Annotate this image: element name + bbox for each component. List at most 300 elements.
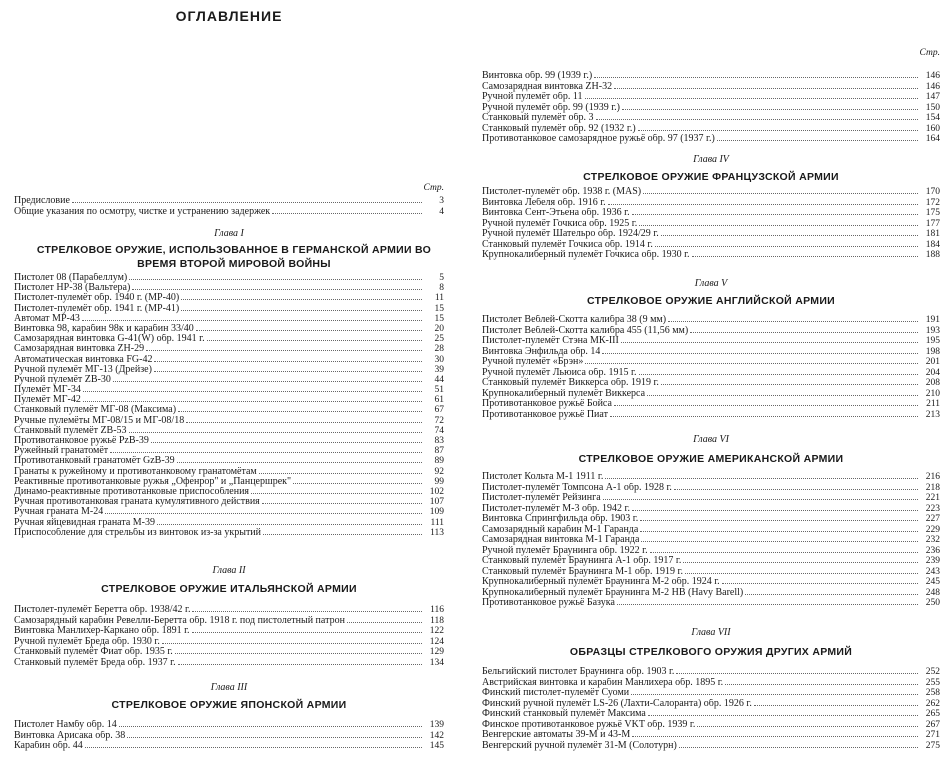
dot-leader — [83, 394, 422, 402]
dot-leader — [632, 207, 918, 215]
toc-entry-title: Самозарядная винтовка G-41(W) обр. 1941 г. — [14, 334, 205, 345]
dot-leader — [602, 346, 918, 354]
toc-entry — [14, 425, 444, 435]
dot-leader — [745, 587, 918, 595]
toc-entry-page: 83 — [434, 436, 444, 446]
toc-entry-title: Противотанковое самозарядное ружьё обр. 97 (1937 г.) — [482, 134, 715, 144]
toc-entry — [482, 70, 940, 81]
toc-entry-page: 227 — [925, 514, 940, 524]
chapter-6-entries — [482, 471, 940, 608]
dot-leader — [638, 123, 918, 131]
dot-leader — [181, 303, 422, 311]
toc-entry — [482, 471, 940, 482]
dot-leader — [154, 354, 422, 362]
toc-entry-title: Ручная яйцевидная граната М-39 — [14, 517, 155, 528]
dot-leader — [648, 708, 918, 716]
dot-leader — [631, 687, 918, 695]
dot-leader — [154, 364, 422, 372]
toc-entry-page: 51 — [434, 385, 444, 396]
toc-entry-page: 30 — [434, 354, 444, 365]
dot-leader — [347, 615, 422, 623]
toc-entry-title: Пистолет Веблей-Скотта калибра 455 (11,56 мм) — [482, 325, 689, 336]
toc-entry — [14, 364, 444, 374]
toc-entry-title: Пистолет-пулемёт Беретта обр. 1938/42 г. — [14, 605, 191, 615]
toc-entry-page: 25 — [434, 334, 444, 345]
toc-entry — [14, 636, 444, 647]
toc-entry-title: Станковый пулемёт Виккерса обр. 1919 г. — [482, 378, 659, 388]
toc-entry-title: Ручной пулемёт Шательро обр. 1924/29 г. — [482, 229, 659, 239]
chapter-7-label: Глава VII — [691, 627, 731, 638]
toc-entry-page: 111 — [430, 517, 444, 528]
toc-entry-title: Станковый пулемёт Браунинга М-1 обр. 1919 г. — [482, 566, 683, 577]
dot-leader — [632, 503, 918, 511]
toc-entry-title: Противотанковое ружьё PzB-39 — [14, 436, 149, 446]
chapter-3-label: Глава III — [210, 682, 248, 693]
toc-entry-title: Станковый пулемёт Браунинга А-1 обр. 1917 г. — [482, 556, 682, 566]
toc-entry-title: Ручной пулемёт ZB-30 — [14, 374, 111, 385]
chapter-1-title: СТРЕЛКОВОЕ ОРУЖИЕ, ИСПОЛЬЗОВАННОЕ В ГЕРМАНСКОЙ АРМИИ ВО ВРЕМЯ ВТОРОЙ МИРОВОЙ ВОЙНЫ — [36, 244, 432, 270]
toc-entry-page: 113 — [430, 527, 444, 538]
toc-entry-title: Станковый пулемёт обр. 3 — [482, 113, 594, 123]
toc-entry-page: 160 — [925, 123, 940, 134]
toc-entry — [14, 374, 444, 384]
toc-entry — [482, 719, 940, 730]
toc-entry-title: Карабин обр. 44 — [14, 741, 83, 751]
dot-leader — [596, 112, 918, 120]
toc-entry — [482, 239, 940, 250]
dot-leader — [192, 604, 422, 612]
toc-entry — [482, 197, 940, 208]
dot-leader — [178, 657, 422, 665]
toc-entry — [482, 398, 940, 409]
toc-entry — [14, 625, 444, 636]
dot-leader — [151, 435, 422, 443]
dot-leader — [186, 415, 422, 423]
toc-entry-title: Винтовка Арисака обр. 38 — [14, 730, 126, 741]
toc-entry-page: 15 — [434, 313, 444, 324]
toc-entry-title: Общие указания по осмотру, чистке и устранению задержек — [14, 206, 271, 217]
chapter-2-title: СТРЕЛКОВОЕ ОРУЖИЕ ИТАЛЬЯНСКОЙ АРМИИ — [101, 583, 357, 595]
dot-leader — [83, 384, 422, 392]
dot-leader — [641, 534, 918, 542]
toc-entry-title: Ручной пулемёт обр. 11 — [482, 92, 583, 102]
toc-entry-page: 74 — [434, 425, 444, 436]
toc-entry-page: 236 — [925, 545, 940, 556]
toc-entry-page: 122 — [429, 626, 444, 636]
dot-leader — [72, 195, 422, 203]
toc-entry-page: 142 — [429, 730, 444, 741]
dot-leader — [162, 636, 422, 644]
toc-entry — [482, 492, 940, 503]
dot-leader — [605, 471, 918, 479]
toc-entry-page: 248 — [925, 587, 940, 598]
toc-entry-title: Пистолет-пулемёт обр. 1940 г. (МР-40) — [14, 293, 180, 304]
toc-entry-page: 146 — [925, 81, 940, 92]
dot-leader — [196, 323, 422, 331]
chapter-3-title: СТРЕЛКОВОЕ ОРУЖИЕ ЯПОНСКОЙ АРМИИ — [111, 699, 347, 711]
dot-leader — [610, 409, 918, 417]
dot-leader — [192, 625, 422, 633]
toc-title: ОГЛАВЛЕНИЕ — [175, 8, 283, 24]
toc-entry-page: 208 — [925, 378, 940, 388]
toc-entry — [14, 445, 444, 455]
toc-entry — [14, 466, 444, 476]
toc-entry-page: 250 — [925, 598, 940, 608]
toc-entry — [482, 534, 940, 545]
toc-entry-title: Ружейный гранатомёт — [14, 446, 109, 457]
toc-entry-page: 258 — [925, 688, 940, 698]
toc-entry — [482, 388, 940, 399]
toc-entry-title: Ручной пулемёт Гочкиса обр. 1925 г. — [482, 218, 638, 229]
chapter-5-label: Глава V — [694, 278, 728, 289]
toc-entry — [482, 545, 940, 556]
toc-entry — [482, 503, 940, 514]
toc-entry-title: Самозарядная винтовка ZH-29 — [14, 344, 145, 355]
toc-entry-title: Винтовка Сент-Этьена обр. 1936 г. — [482, 208, 630, 218]
dot-leader — [259, 466, 422, 474]
dot-leader — [632, 729, 918, 737]
dot-leader — [585, 356, 918, 364]
toc-entry-page: 11 — [434, 293, 444, 304]
chapter-4-title: СТРЕЛКОВОЕ ОРУЖИЕ ФРАНЦУЗСКОЙ АРМИИ — [583, 171, 839, 183]
dot-leader — [679, 740, 918, 748]
dot-leader — [643, 186, 918, 194]
dot-leader — [717, 133, 918, 141]
toc-entry-page: 262 — [925, 698, 940, 709]
toc-entry — [482, 698, 940, 709]
toc-entry — [482, 325, 940, 336]
toc-entry-page: 107 — [429, 497, 444, 508]
toc-entry — [14, 615, 444, 626]
dot-leader — [146, 343, 422, 351]
toc-entry-page: 213 — [925, 409, 940, 420]
toc-entry-title: Винтовка Манлихер-Каркано обр. 1891 г. — [14, 626, 190, 636]
dot-leader — [110, 445, 422, 453]
dot-leader — [608, 197, 918, 205]
toc-entry-title: Ручная противотанковая граната кумулятивного действия — [14, 497, 260, 508]
toc-entry-title: Винтовка 98, карабин 98к и карабин 33/40 — [14, 323, 194, 334]
toc-entry-title: Бельгийский пистолет Браунинга обр. 1903 г. — [482, 667, 675, 677]
toc-entry — [14, 455, 444, 465]
toc-entry-page: 28 — [434, 344, 444, 355]
toc-entry-title: Пистолет-пулемёт обр. 1938 г. (MAS) — [482, 187, 642, 197]
toc-entry-title: Ручной пулемёт обр. 99 (1939 г.) — [482, 102, 620, 113]
dot-leader — [640, 524, 918, 532]
toc-entry — [14, 517, 444, 527]
toc-entry-page: 3 — [439, 196, 444, 206]
toc-entry-title: Ручной пулемёт МГ-13 (Дрейзе) — [14, 364, 152, 375]
toc-entry — [14, 333, 444, 343]
toc-entry-title: Реактивные противотанковые ружья „Офенрор" и „Панцершрек" — [14, 476, 292, 487]
toc-entry — [482, 555, 940, 566]
dot-leader — [113, 374, 422, 382]
toc-entry-page: 211 — [926, 399, 940, 409]
toc-entry — [14, 206, 444, 217]
toc-entry-title: Ручной пулемёт Льюиса обр. 1915 г. — [482, 367, 637, 378]
dot-leader — [129, 425, 422, 433]
toc-entry — [482, 186, 940, 197]
toc-entry-title: Динамо-реактивные противотанковые приспособления — [14, 486, 250, 497]
toc-entry-title: Крупнокалиберный пулемёт Браунинга М-2 НВ (Havy Barell) — [482, 587, 744, 598]
toc-entry-page: 61 — [434, 395, 444, 406]
toc-entry-title: Пистолет НР-38 (Вальтера) — [14, 283, 131, 294]
dot-leader — [622, 102, 918, 110]
dot-leader — [661, 228, 918, 236]
toc-entry-title: Ручной пулемёт Браунинга обр. 1922 г. — [482, 545, 648, 556]
dot-leader — [207, 333, 422, 341]
toc-entry — [482, 249, 940, 260]
toc-entry-title: Ручной пулемёт «Брэн» — [482, 357, 584, 367]
toc-entry-page: 134 — [429, 657, 444, 668]
dot-leader — [251, 486, 422, 494]
toc-entry-page: 139 — [429, 720, 444, 730]
toc-entry-title: Винтовка обр. 99 (1939 г.) — [482, 71, 593, 81]
toc-entry-page: 252 — [925, 667, 940, 677]
toc-entry — [482, 367, 940, 378]
toc-entry — [482, 666, 940, 677]
toc-entry-title: Финское противотанковое ружьё VKT обр. 1939 г. — [482, 719, 696, 730]
dot-leader — [674, 482, 918, 490]
toc-entry-page: 154 — [925, 113, 940, 123]
toc-entry-page: 243 — [925, 566, 940, 577]
toc-entry-title: Пистолет-пулемёт М-3 обр. 1942 г. — [482, 503, 631, 514]
dot-leader — [263, 527, 422, 535]
toc-entry — [482, 91, 940, 102]
dot-leader — [127, 730, 422, 738]
toc-entry-page: 229 — [925, 524, 940, 535]
toc-entry — [14, 506, 444, 516]
dot-leader — [585, 91, 919, 99]
intro-list — [14, 195, 444, 216]
toc-entry — [482, 112, 940, 123]
toc-entry — [482, 228, 940, 239]
toc-entry — [482, 102, 940, 113]
dot-leader — [661, 377, 918, 385]
toc-entry-title: Винтовка Энфильда обр. 14 — [482, 346, 601, 357]
toc-entry-title: Пистолет-пулемёт Стэна МК-III — [482, 336, 619, 346]
toc-entry — [14, 657, 444, 668]
dot-leader — [105, 506, 422, 514]
toc-entry — [14, 730, 444, 741]
toc-entry-page: 275 — [925, 740, 940, 751]
toc-entry — [482, 207, 940, 218]
toc-entry-page: 124 — [429, 636, 444, 647]
toc-entry — [14, 323, 444, 333]
toc-entry — [482, 513, 940, 524]
toc-entry — [482, 597, 940, 608]
toc-entry — [482, 576, 940, 587]
toc-entry-title: Крупнокалиберный пулемёт Виккерса — [482, 388, 646, 399]
toc-entry-page: 191 — [925, 315, 940, 325]
toc-entry-title: Венгерские автоматы 39-М и 43-М — [482, 730, 631, 740]
dot-leader — [668, 314, 918, 322]
toc-entry — [482, 123, 940, 134]
toc-entry-title: Венгерский ручной пулемёт 31-М (Солотурн) — [482, 740, 677, 751]
toc-column-left — [14, 0, 444, 758]
chapter-3-entries-part1 — [14, 719, 444, 751]
page-column-header-right: Стр. — [919, 48, 940, 58]
dot-leader — [690, 325, 918, 333]
toc-entry — [14, 646, 444, 657]
toc-entry — [14, 740, 444, 751]
toc-entry-title: Противотанковое ружьё Базука — [482, 598, 615, 608]
toc-entry — [482, 587, 940, 598]
dot-leader — [262, 496, 422, 504]
dot-leader — [614, 81, 918, 89]
toc-entry-page: 147 — [925, 92, 940, 102]
dot-leader — [272, 206, 422, 214]
toc-entry-page: 102 — [429, 486, 444, 497]
dot-leader — [639, 218, 918, 226]
page-column-header: Стр. — [423, 183, 444, 193]
toc-entry-page: 87 — [434, 446, 444, 457]
toc-entry-title: Автоматическая винтовка FG-42 — [14, 354, 153, 365]
chapter-6-title: СТРЕЛКОВОЕ ОРУЖИЕ АМЕРИКАНСКОЙ АРМИИ — [578, 453, 844, 465]
dot-leader — [594, 70, 918, 78]
toc-entry-title: Австрийская винтовка и карабин Манлихера обр. 1895 г. — [482, 677, 724, 688]
toc-entry-title: Пистолет-пулемёт Рейзинга — [482, 493, 601, 503]
toc-entry — [14, 272, 444, 282]
dot-leader — [650, 545, 918, 553]
toc-entry-page: 145 — [429, 741, 444, 751]
toc-entry — [14, 354, 444, 364]
dot-leader — [676, 666, 918, 674]
toc-entry-page: 188 — [925, 250, 940, 260]
dot-leader — [603, 492, 918, 500]
chapter-1-entries — [14, 272, 444, 537]
dot-leader — [82, 313, 422, 321]
toc-entry-page: 232 — [925, 535, 940, 545]
toc-entry — [14, 496, 444, 506]
toc-entry-title: Самозарядный карабин Ревелли-Беретта обр. 1918 г. под пистолетный патрон — [14, 615, 345, 626]
toc-entry — [482, 740, 940, 751]
toc-entry-page: 92 — [434, 466, 444, 477]
toc-entry — [482, 708, 940, 719]
toc-entry-title: Самозарядная винтовка М-1 Гаранда — [482, 535, 640, 545]
toc-entry-page: 129 — [429, 647, 444, 657]
chapter-5-title: СТРЕЛКОВОЕ ОРУЖИЕ АНГЛИЙСКОЙ АРМИИ — [586, 295, 836, 307]
toc-entry-page: 271 — [925, 730, 940, 740]
toc-entry-page: 164 — [925, 134, 940, 144]
toc-entry-title: Крупнокалиберный пулемёт Браунинга М-2 обр. 1924 г. — [482, 577, 720, 587]
dot-leader — [85, 740, 422, 748]
toc-entry-title: Станковый пулемёт Гочкиса обр. 1914 г. — [482, 239, 653, 250]
dot-leader — [655, 239, 918, 247]
toc-entry — [14, 435, 444, 445]
toc-entry-page: 99 — [434, 476, 444, 487]
chapter-4-entries — [482, 186, 940, 260]
toc-entry-page: 146 — [925, 71, 940, 81]
dot-leader — [119, 719, 422, 727]
dot-leader — [614, 398, 918, 406]
dot-leader — [157, 517, 422, 525]
dot-leader — [697, 719, 918, 727]
toc-entry-title: Станковый пулемёт Бреда обр. 1937 г. — [14, 657, 176, 668]
toc-entry-title: Предисловие — [14, 196, 70, 206]
toc-entry-title: Станковый пулемёт ZB-53 — [14, 425, 127, 436]
toc-entry — [482, 377, 940, 388]
toc-entry — [482, 218, 940, 229]
toc-entry-title: Пистолет-пулемёт Томпсона А-1 обр. 1928 г. — [482, 482, 672, 493]
toc-entry — [14, 527, 444, 537]
toc-entry — [14, 394, 444, 404]
toc-entry — [482, 677, 940, 688]
toc-entry-title: Станковый пулемёт МГ-08 (Максима) — [14, 405, 177, 416]
chapter-2-label: Глава II — [212, 565, 246, 576]
toc-entry — [482, 314, 940, 325]
toc-entry — [14, 476, 444, 486]
toc-entry-page: 109 — [429, 507, 444, 518]
toc-entry-page: 44 — [434, 374, 444, 385]
toc-entry — [14, 486, 444, 496]
toc-entry-page: 172 — [925, 197, 940, 208]
toc-entry-page: 89 — [434, 456, 444, 467]
dot-leader — [178, 404, 422, 412]
toc-entry — [14, 292, 444, 302]
toc-entry — [482, 409, 940, 420]
toc-entry-title: Самозарядный карабин М-1 Гаранда — [482, 524, 639, 535]
toc-entry — [482, 687, 940, 698]
dot-leader — [181, 292, 422, 300]
toc-entry-title: Ручной пулемёт Бреда обр. 1930 г. — [14, 636, 160, 647]
toc-entry-page: 20 — [434, 323, 444, 334]
toc-entry-page: 72 — [434, 415, 444, 426]
toc-entry-page: 204 — [925, 367, 940, 378]
dot-leader — [647, 388, 918, 396]
toc-entry — [482, 566, 940, 577]
toc-entry — [482, 346, 940, 357]
chapter-1-label: Глава I — [214, 228, 244, 239]
toc-entry-page: 150 — [925, 102, 940, 113]
chapter-2-entries — [14, 604, 444, 667]
dot-leader — [725, 677, 918, 685]
toc-entry-page: 175 — [925, 208, 940, 218]
toc-entry-page: 181 — [925, 229, 940, 239]
toc-entry-page: 118 — [430, 615, 444, 626]
toc-entry-title: Пистолет 08 (Парабеллум) — [14, 273, 128, 283]
chapter-4-label: Глава IV — [693, 154, 729, 165]
dot-leader — [639, 367, 919, 375]
toc-entry — [14, 303, 444, 313]
toc-entry-title: Пистолет Веблей-Скотта калибра 38 (9 мм) — [482, 315, 667, 325]
toc-entry-page: 239 — [925, 556, 940, 566]
toc-entry — [14, 719, 444, 730]
dot-leader — [293, 476, 422, 484]
toc-entry — [14, 195, 444, 206]
toc-entry-page: 116 — [430, 605, 444, 615]
toc-entry-title: Пистолет Намбу обр. 14 — [14, 720, 117, 730]
dot-leader — [621, 335, 918, 343]
toc-entry-page: 223 — [925, 503, 940, 514]
dot-leader — [722, 576, 918, 584]
toc-entry-page: 198 — [925, 346, 940, 357]
toc-entry-title: Пистолет Кольта М-1 1911 г. — [482, 472, 604, 482]
toc-entry-title: Ручные пулемёты МГ-08/15 и МГ-08/18 — [14, 415, 185, 426]
dot-leader — [754, 698, 918, 706]
dot-leader — [177, 455, 422, 463]
toc-entry-page: 221 — [925, 493, 940, 503]
dot-leader — [685, 566, 918, 574]
toc-entry-title: Станковый пулемёт Фиат обр. 1935 г. — [14, 647, 173, 657]
toc-entry-page: 15 — [434, 303, 444, 314]
toc-entry-title: Автомат МР-43 — [14, 313, 80, 324]
chapter-6-label: Глава VI — [693, 434, 729, 445]
toc-entry-title: Самозарядная винтовка ZH-32 — [482, 81, 613, 92]
toc-entry-title: Приспособление для стрельбы из винтовок из-за укрытий — [14, 527, 262, 538]
chapter-7-title: ОБРАЗЦЫ СТРЕЛКОВОГО ОРУЖИЯ ДРУГИХ АРМИЙ — [569, 646, 853, 658]
dot-leader — [692, 249, 918, 257]
toc-entry-title: Ручная граната М-24 — [14, 507, 104, 518]
